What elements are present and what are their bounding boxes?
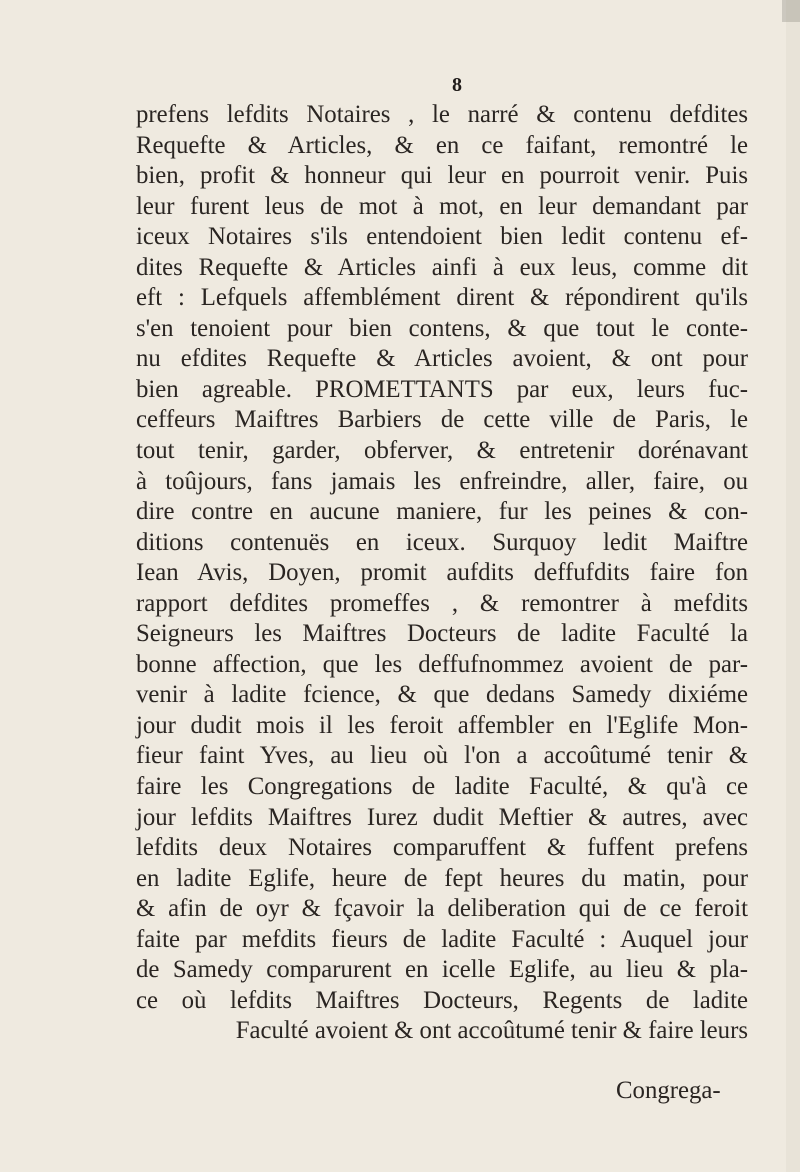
text-line: Seigneurs les Maiftres Docteurs de ladite Faculté la <box>136 620 748 648</box>
text-line: de Samedy comparurent en icelle Eglife, au lieu & pla- <box>136 956 748 984</box>
text-line: eft : Lefquels affemblément dirent & répondirent qu'ils <box>136 284 748 312</box>
text-line: bien, profit & honneur qui leur en pourroit venir. Puis <box>136 162 748 190</box>
text-line: Iean Avis, Doyen, promit aufdits deffufdits faire fon <box>136 559 748 587</box>
text-line: prefens lefdits Notaires , le narré & contenu defdites <box>136 101 748 128</box>
text-line: faire les Congregations de ladite Faculté, & qu'à ce <box>136 773 748 801</box>
text-line: ceffeurs Maiftres Barbiers de cette ville de Paris, le <box>136 406 748 434</box>
text-line: nu efdites Requefte & Articles avoient, & ont pour <box>136 345 748 373</box>
text-line: iceux Notaires s'ils entendoient bien ledit contenu ef- <box>136 223 748 251</box>
page-corner-stain <box>782 0 800 22</box>
text-line: leur furent leus de mot à mot, en leur demandant par <box>136 192 748 220</box>
text-line: s'en tenoient pour bien contens, & que tout le conte- <box>136 314 748 342</box>
text-line: ditions contenuës en iceux. Surquoy ledit Maiftre <box>136 528 748 556</box>
text-line: Requefte & Articles, & en ce faifant, remontré le <box>136 131 748 159</box>
text-line: bonne affection, que les deffufnommez avoient de par- <box>136 650 748 678</box>
body-text <box>136 100 748 1047</box>
text-line: lefdits deux Notaires comparuffent & fuffent prefens <box>136 834 748 862</box>
text-line: jour lefdits Maiftres Iurez dudit Meftier & autres, avec <box>136 803 748 831</box>
text-line: dites Requefte & Articles ainfi à eux leus, comme dit <box>136 253 748 281</box>
text-line: ce où lefdits Maiftres Docteurs, Regents de ladite <box>136 986 748 1014</box>
text-line: tout tenir, garder, obferver, & entretenir dorénavant <box>136 437 748 465</box>
text-line: jour dudit mois il les feroit affembler en l'Eglife Mon- <box>136 711 748 739</box>
page-edge <box>786 0 800 1172</box>
text-line: rapport defdites promeffes , & remontrer à mefdits <box>136 589 748 617</box>
text-line: en ladite Eglife, heure de fept heures du matin, pour <box>136 864 748 892</box>
text-line: Faculté avoient & ont accoûtumé tenir & faire leurs <box>235 1017 748 1045</box>
text-line: bien agreable. PROMETTANTS par eux, leurs fuc- <box>136 375 748 403</box>
text-line: & afin de oyr & fçavoir la deliberation qui de ce feroit <box>136 895 748 923</box>
text-line: venir à ladite fcience, & que dedans Samedy dixiéme <box>136 681 748 709</box>
text-line: à toûjours, fans jamais les enfreindre, aller, faire, ou <box>136 467 748 495</box>
catchword: Congrega- <box>616 1077 721 1104</box>
text-line: faite par mefdits fieurs de ladite Faculté : Auquel jour <box>136 925 748 953</box>
text-line: dire contre en aucune maniere, fur les peines & con- <box>136 498 748 526</box>
page-number: 8 <box>452 74 462 96</box>
text-line: fieur faint Yves, au lieu où l'on a accoûtumé tenir & <box>136 742 748 770</box>
